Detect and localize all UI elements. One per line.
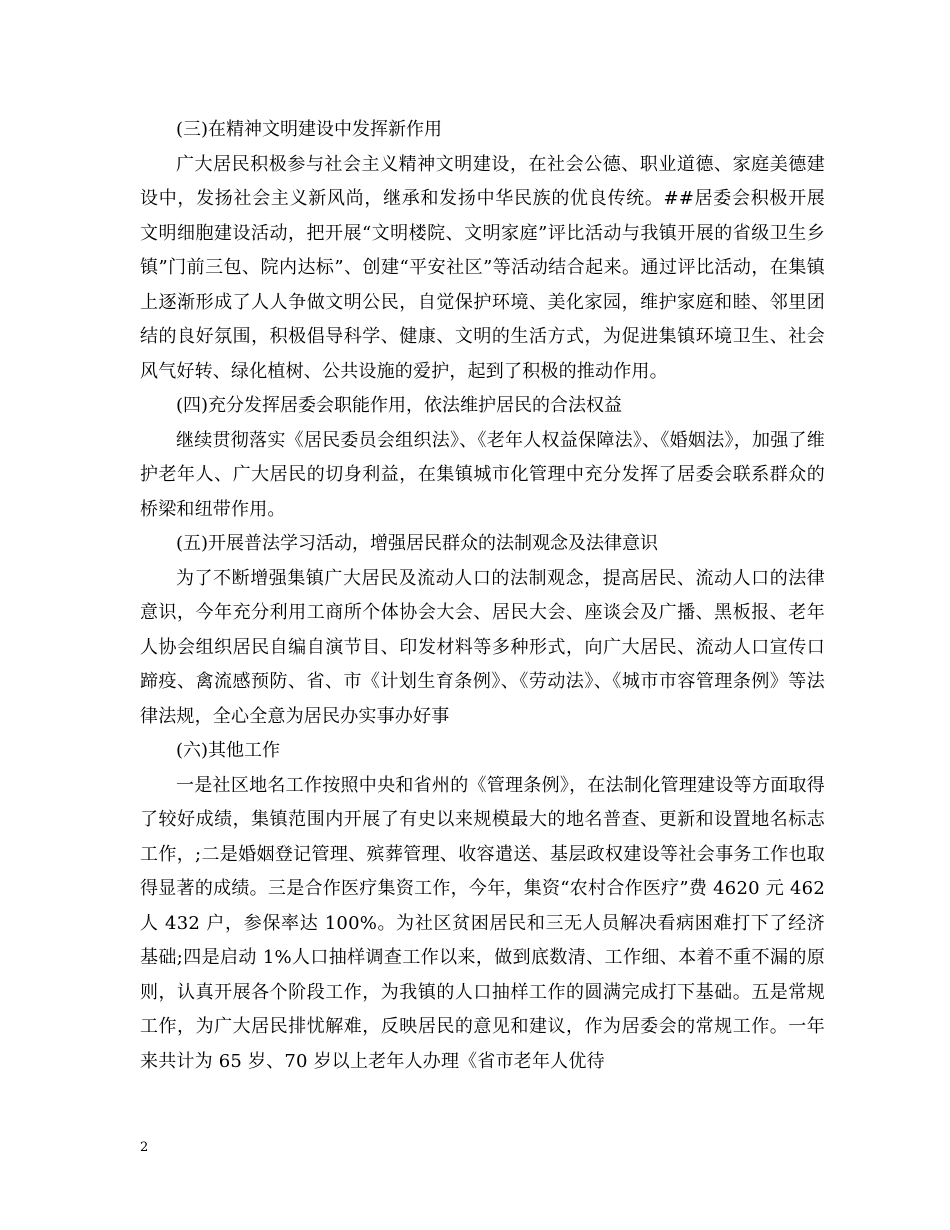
section-heading-3: (三)在精神文明建设中发挥新作用 [176, 119, 443, 140]
paragraph-spiritual-civilization: 广大居民积极参与社会主义精神文明建设，在社会公德、职业道德、家庭美德建设中，发扬社会主义新风尚，继承和发扬中华民族的优良传统。##居委会积极开展文明细胞建设活动，把开展“文明楼院、文明家庭”评比活动与我镇开展的省级卫生乡镇”门前三包、院内达标”、创建“平安社区”等活动结合起来。通过评比活动，在集镇上逐渐形成了人人争做文明公民，自觉保护环境、美化家园，维护家庭和睦、邻里团结的良好氛围，积极倡导科学、健康、文明的生活方式，为促进集镇环境卫生、社会风气好转、绿化植树、公共设施的爱护，起到了积极的推动作用。 [140, 153, 825, 382]
paragraph-law-education: 为了不断增强集镇广大居民及流动人口的法制观念，提高居民、流动人口的法律意识，今年充分利用工商所个体协会大会、居民大会、座谈会及广播、黑板报、老年人协会组织居民自编自演节目、印发材料等多种形式，向广大居民、流动人口宣传口蹄疫、禽流感预防、省、市《计划生育条例》、《劳动法》、《城市市容管理条例》等法律法规，全心全意为居民办实事办好事 [140, 567, 825, 727]
paragraph-legal-rights: 继续贯彻落实《居民委员会组织法》、《老年人权益保障法》、《婚姻法》，加强了维护老年人、广大居民的切身利益，在集镇城市化管理中充分发挥了居委会联系群众的桥梁和纽带作用。 [140, 429, 825, 520]
page-number: 2 [140, 1140, 149, 1155]
document-body [140, 113, 825, 1079]
section-heading-5: (五)开展普法学习活动，增强居民群众的法制观念及法律意识 [176, 533, 659, 554]
paragraph-other-work: 一是社区地名工作按照中央和省州的《管理条例》，在法制化管理建设等方面取得了较好成绩，集镇范围内开展了有史以来规模最大的地名普查、更新和设置地名标志工作，;二是婚姻登记管理、殡葬管理、收容遣送、基层政权建设等社会事务工作也取得显著的成绩。三是合作医疗集资工作，今年，集资“农村合作医疗”费 4620 元 462 人 432 户，参保率达 100%。为社区贫困居民和三无人员解决看病困难打下了经济基础;四是启动 1%人口抽样调查工作以来，做到底数清、工作细、本着不重不漏的原则，认真开展各个阶段工作，为我镇的人口抽样工作的圆满完成打下基础。五是常规工作，为广大居民排忧解难，反映居民的意见和建议，作为居委会的常规工作。一年来共计为 65 岁、70 岁以上老年人办理《省市老年人优待 [140, 774, 825, 1072]
section-heading-6: (六)其他工作 [176, 740, 281, 761]
section-heading-4: (四)充分发挥居委会职能作用，依法维护居民的合法权益 [176, 395, 623, 416]
